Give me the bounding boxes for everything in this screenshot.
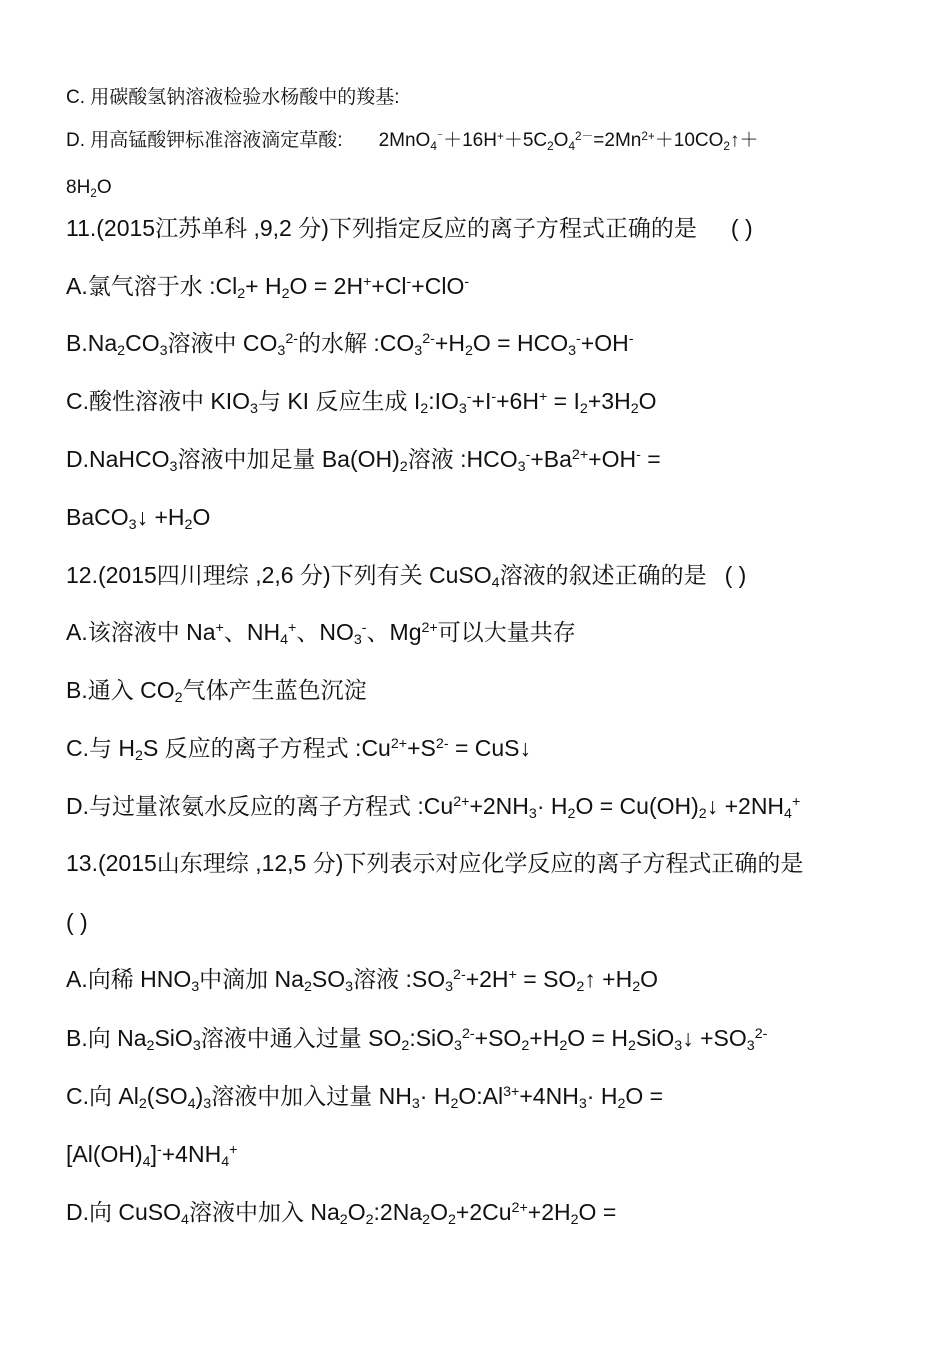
subscript: 4	[784, 806, 792, 823]
subscript: 3	[458, 401, 467, 418]
subscript: 2	[632, 979, 641, 996]
answer-blank: ( )	[730, 215, 753, 241]
subscript: 2	[447, 1212, 456, 1229]
formula-text: O =	[578, 1199, 617, 1225]
subscript: 2	[399, 459, 408, 476]
superscript: -	[636, 447, 641, 464]
subscript: 2	[521, 1038, 530, 1055]
subscript: 3	[191, 979, 200, 996]
formula-text: +I	[471, 388, 492, 414]
subscript: 4	[280, 632, 289, 649]
subscript: 2	[135, 748, 143, 765]
superscript: 2-	[453, 967, 466, 984]
subscript: 3	[578, 1096, 587, 1113]
question-13-option-c-cont	[66, 1141, 238, 1171]
question-13-option-a	[66, 966, 659, 996]
question-11-stem	[66, 217, 753, 240]
subscript: 2	[450, 1096, 459, 1113]
subscript: 2	[630, 401, 639, 418]
question-11-option-b	[66, 330, 634, 360]
formula-text: 气体产生蓝色沉淀	[182, 677, 367, 703]
question-12-option-b	[66, 677, 367, 707]
subscript: 3	[528, 806, 537, 823]
superscript: 2+	[641, 129, 655, 143]
equation-text: ＋16H	[443, 130, 497, 151]
formula-text: )	[195, 1083, 204, 1109]
superscript: 2+	[421, 620, 438, 637]
subscript: 3	[568, 343, 577, 360]
formula-text: B.向 Na	[66, 1025, 147, 1051]
subscript: 3	[203, 1096, 212, 1113]
subscript: 2	[117, 343, 126, 360]
formula-text: D.NaHCO	[66, 446, 170, 472]
subscript: 2	[401, 1038, 410, 1055]
formula-text: +2H	[465, 966, 509, 992]
formula-text: O	[347, 1199, 366, 1225]
subscript: 2	[90, 186, 97, 200]
formula-text: +4NH	[519, 1083, 579, 1109]
superscript: 3+	[503, 1084, 520, 1101]
formula-text: 溶液 :HCO	[407, 446, 518, 472]
subscript: 3	[746, 1038, 755, 1055]
formula-text: 、NH	[223, 619, 281, 645]
formula-text: 中滴加 Na	[199, 966, 304, 992]
superscript: +	[288, 620, 297, 637]
superscript: +	[791, 794, 801, 811]
subscript: 2	[184, 517, 193, 534]
formula-text: · H	[536, 793, 568, 819]
formula-text: B.Na	[66, 330, 118, 356]
equation-text: =2Mn	[593, 130, 642, 151]
subscript: 4	[187, 1096, 196, 1113]
formula-text: +H	[529, 1025, 560, 1051]
superscript: -	[466, 389, 472, 406]
formula-text: A.向稀 HNO	[66, 966, 192, 992]
subscript: 2	[138, 1096, 147, 1113]
formula-text: +3H	[587, 388, 631, 414]
formula-text: 的水解 :CO	[298, 330, 415, 356]
subscript: 3	[128, 517, 137, 534]
subscript: 3	[277, 343, 286, 360]
subscript: 2	[559, 1038, 568, 1055]
question-12-stem	[66, 562, 747, 592]
question-13-option-c	[66, 1083, 664, 1113]
question-12-option-a	[66, 619, 576, 649]
formula-text: + H	[245, 273, 282, 299]
formula-text: BaCO	[66, 504, 129, 530]
subscript: 2	[303, 979, 312, 996]
subscript: 4	[491, 575, 500, 592]
subscript: 4	[181, 1212, 189, 1229]
formula-text: +2H	[527, 1199, 571, 1225]
question-11-option-c	[66, 388, 657, 418]
subscript: 3	[445, 979, 454, 996]
superscript: -	[628, 331, 634, 348]
formula-text: · H	[586, 1083, 618, 1109]
formula-text: :SiO	[409, 1025, 455, 1051]
formula-text: 溶液中加入 Na	[188, 1199, 340, 1225]
superscript: 2+	[453, 794, 470, 811]
option-text: D. 用高锰酸钾标准溶液滴定草酸:	[66, 130, 343, 151]
subscript: 2	[547, 139, 554, 153]
subscript: 4	[430, 139, 437, 153]
formula-text: SiO	[635, 1025, 675, 1051]
subscript: 3	[414, 343, 423, 360]
subscript: 2	[464, 343, 473, 360]
subscript: 3	[169, 459, 178, 476]
equation-text: 2MnO	[378, 130, 431, 151]
formula-text: = CuS↓	[448, 735, 532, 761]
option-d-prev-cont	[66, 177, 112, 200]
formula-text: +6H	[496, 388, 539, 414]
formula-text: A.该溶液中 Na	[66, 619, 216, 645]
answer-blank: ( )	[66, 909, 88, 935]
formula-text: O	[638, 388, 657, 414]
subscript: 2	[723, 139, 730, 153]
equation-text: ＋5C	[503, 130, 548, 151]
question-12-option-d	[66, 793, 801, 823]
formula-text: 溶液 :SO	[353, 966, 446, 992]
question-13-option-b	[66, 1025, 768, 1055]
option-c-prev	[66, 88, 400, 107]
formula-text: C.向 Al	[66, 1083, 139, 1109]
superscript: 2-	[285, 331, 299, 348]
subscript: 2	[422, 1212, 431, 1229]
subscript: 4	[221, 1154, 230, 1171]
subscript: 2	[698, 806, 707, 823]
subscript: 2	[579, 401, 588, 418]
superscript: -	[525, 447, 531, 464]
subscript: 4	[142, 1154, 151, 1171]
formula-text: +OH	[580, 330, 629, 356]
superscript: -	[464, 274, 470, 291]
formula-text: 与 KI 反应生成 I	[257, 388, 421, 414]
superscript: -	[576, 331, 581, 348]
equation-text: O	[96, 177, 112, 198]
formula-text: A.氯气溶于水 :Cl	[66, 273, 238, 299]
question-11-option-d	[66, 446, 661, 476]
subscript: 3	[192, 1038, 201, 1055]
formula-text: O	[640, 966, 659, 992]
superscript: 2-	[422, 331, 435, 348]
subscript: 3	[159, 343, 168, 360]
formula-text: · H	[419, 1083, 451, 1109]
formula-text: O = H	[567, 1025, 628, 1051]
formula-text: +SO	[474, 1025, 522, 1051]
formula-text: 溶液中 CO	[167, 330, 278, 356]
question-text: 13.(2015山东理综 ,12,5 分)下列表示对应化学反应的离子方程式正确的是	[66, 850, 804, 876]
superscript: ⁻	[436, 129, 444, 143]
formula-text: C.酸性溶液中 KIO	[66, 388, 251, 414]
formula-text: +2Cu	[455, 1199, 512, 1225]
superscript: +	[496, 129, 504, 143]
superscript: +	[229, 1142, 238, 1159]
superscript: 2-	[461, 1026, 475, 1043]
formula-text: +OH	[588, 446, 637, 472]
formula-text: +Ba	[530, 446, 572, 472]
question-text: 11.(2015江苏单科 ,9,2 分)下列指定反应的离子方程式正确的是	[66, 215, 697, 241]
formula-text: O:Al	[458, 1083, 504, 1109]
subscript: 2	[365, 1212, 374, 1229]
subscript: 2	[339, 1212, 348, 1229]
superscript: 2+	[390, 736, 408, 753]
subscript: 2	[627, 1038, 636, 1055]
question-text: 12.(2015四川理综 ,2,6 分)下列有关 CuSO	[66, 562, 492, 588]
equation-text: O	[553, 130, 569, 151]
superscript: -	[406, 274, 412, 291]
formula-text: O = 2H	[289, 273, 364, 299]
subscript: 3	[345, 979, 354, 996]
superscript: 2+	[511, 1200, 528, 1217]
subscript: 2	[237, 286, 246, 303]
superscript: +	[363, 274, 372, 291]
formula-text: =	[640, 446, 661, 472]
formula-text: SiO	[154, 1025, 193, 1051]
formula-text: O = Cu(OH)	[575, 793, 699, 819]
formula-text: SO	[311, 966, 346, 992]
formula-text: ↓ +SO	[682, 1025, 747, 1051]
formula-text: +2NH	[469, 793, 529, 819]
formula-text: = SO	[516, 966, 577, 992]
formula-text: O =	[625, 1083, 664, 1109]
question-text: 溶液的叙述正确的是	[499, 562, 707, 588]
subscript: 4	[568, 139, 575, 153]
superscript: +	[538, 389, 548, 406]
question-13-option-d	[66, 1199, 617, 1229]
formula-text: ↓ +2NH	[706, 793, 785, 819]
formula-text: ↑ +H	[584, 966, 633, 992]
formula-text: CO	[125, 330, 160, 356]
formula-text: B.通入 CO	[66, 677, 175, 703]
superscript: 2-	[754, 1026, 768, 1043]
subscript: 3	[353, 632, 362, 649]
formula-text: +H	[434, 330, 465, 356]
question-11-option-d-cont	[66, 504, 211, 534]
subscript: 2	[570, 1212, 579, 1229]
subscript: 3	[250, 401, 258, 418]
formula-text: O	[192, 504, 211, 530]
superscript: -	[361, 620, 367, 637]
superscript: +	[508, 967, 517, 984]
formula-text: 溶液中通入过量 SO	[200, 1025, 402, 1051]
superscript: 2－	[574, 129, 594, 143]
subscript: 2	[174, 690, 183, 707]
question-13-paren	[66, 911, 88, 934]
question-12-option-c	[66, 735, 532, 765]
formula-text: +4NH	[161, 1141, 222, 1167]
superscript: 2+	[571, 447, 589, 464]
formula-text: +S	[407, 735, 436, 761]
subscript: 3	[674, 1038, 683, 1055]
subscript: 3	[517, 459, 526, 476]
formula-text: O	[430, 1199, 448, 1225]
formula-text: (SO	[146, 1083, 188, 1109]
formula-text: +Cl	[371, 273, 407, 299]
formula-text: ]	[150, 1141, 157, 1167]
formula-text: D.向 CuSO	[66, 1199, 182, 1225]
subscript: 2	[576, 979, 585, 996]
answer-blank: ( )	[724, 562, 747, 588]
formula-text: 溶液中加足量 Ba(OH)	[177, 446, 400, 472]
formula-text: S 反应的离子方程式 :Cu	[142, 735, 391, 761]
equation-text: ↑＋	[729, 130, 759, 151]
subscript: 2	[146, 1038, 155, 1055]
option-text: C. 用碳酸氢钠溶液检验水杨酸中的羧基:	[66, 87, 400, 108]
formula-text: D.与过量浓氨水反应的离子方程式 :Cu	[66, 793, 454, 819]
equation-text: 8H	[66, 177, 91, 198]
question-11-option-a	[66, 273, 470, 303]
subscript: 2	[567, 806, 576, 823]
subscript: 3	[454, 1038, 462, 1055]
formula-text: 、NO	[296, 619, 354, 645]
equation-text: ＋10CO	[654, 130, 724, 151]
formula-text: +ClO	[411, 273, 465, 299]
question-13-stem	[66, 852, 803, 875]
formula-text: :2Na	[373, 1199, 423, 1225]
subscript: 2	[281, 286, 290, 303]
superscript: +	[215, 620, 224, 637]
superscript: 2-	[435, 736, 449, 753]
subscript: 3	[411, 1096, 420, 1113]
formula-text: 、Mg	[366, 619, 422, 645]
option-d-prev	[66, 129, 759, 153]
formula-text: :IO	[428, 388, 459, 414]
subscript: 2	[420, 401, 429, 418]
formula-text: = I	[547, 388, 580, 414]
superscript: -	[491, 389, 497, 406]
superscript: -	[157, 1142, 162, 1159]
formula-text: C.与 H	[66, 735, 135, 761]
formula-text: 可以大量共存	[437, 619, 576, 645]
formula-text: ↓ +H	[136, 504, 185, 530]
formula-text: O = HCO	[472, 330, 569, 356]
subscript: 2	[617, 1096, 626, 1113]
formula-text: [Al(OH)	[66, 1141, 143, 1167]
formula-text: 溶液中加入过量 NH	[211, 1083, 412, 1109]
